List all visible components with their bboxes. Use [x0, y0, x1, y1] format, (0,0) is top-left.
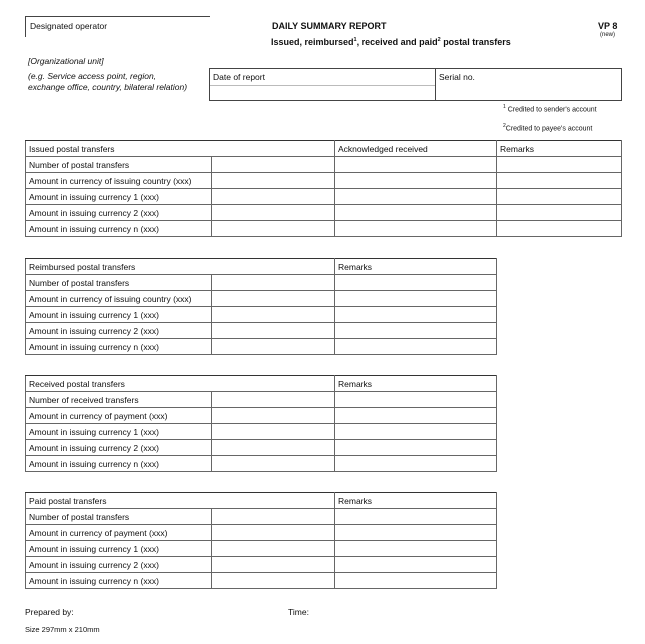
designated-operator-box [25, 16, 210, 37]
table-row [26, 157, 622, 173]
table-row [26, 573, 497, 589]
serial-number-label: Serial no. [439, 72, 475, 82]
time-label: Time: [288, 607, 309, 617]
ack-cell[interactable] [335, 173, 497, 189]
table-row [26, 291, 497, 307]
remarks-cell[interactable] [335, 557, 497, 573]
value-cell[interactable] [212, 392, 335, 408]
remarks-cell[interactable] [497, 205, 622, 221]
table-row [26, 456, 497, 472]
row-label: Amount in currency of payment (xxx) [26, 408, 212, 424]
value-cell[interactable] [212, 408, 335, 424]
row-label: Amount in issuing currency 2 (xxx) [26, 205, 212, 221]
table-row [26, 408, 497, 424]
table-row [26, 509, 497, 525]
designated-operator-label: Designated operator [30, 21, 108, 31]
row-label: Amount in currency of payment (xxx) [26, 525, 212, 541]
paid-title: Paid postal transfers [26, 493, 335, 509]
remarks-header: Remarks [335, 376, 497, 392]
received-transfers-table [25, 375, 497, 472]
ack-cell[interactable] [335, 189, 497, 205]
row-label: Amount in currency of issuing country (xxx) [26, 173, 212, 189]
table-header-row [26, 141, 622, 157]
table-row [26, 189, 622, 205]
value-cell[interactable] [212, 189, 335, 205]
form-status: (new) [600, 32, 616, 38]
row-label: Amount in issuing currency 2 (xxx) [26, 323, 212, 339]
remarks-cell[interactable] [335, 291, 497, 307]
prepared-by-label: Prepared by: [25, 607, 74, 617]
value-cell[interactable] [212, 557, 335, 573]
remarks-cell[interactable] [335, 440, 497, 456]
remarks-cell[interactable] [335, 323, 497, 339]
remarks-cell[interactable] [335, 573, 497, 589]
paid-transfers-table [25, 492, 497, 589]
remarks-cell[interactable] [335, 424, 497, 440]
organizational-unit-example: (e.g. Service access point, region, exchange office, country, bilateral relation) [28, 71, 188, 92]
value-cell[interactable] [212, 509, 335, 525]
row-label: Amount in issuing currency 2 (xxx) [26, 557, 212, 573]
report-subtitle: Issued, reimbursed$^1$, received and paid$^2$ postal transfers [271, 37, 511, 47]
row-label: Number of postal transfers [26, 275, 212, 291]
remarks-header: Remarks [335, 493, 497, 509]
row-label: Amount in issuing currency n (xxx) [26, 339, 212, 355]
footnote-1: $^1$ Credited to sender's account [503, 104, 597, 114]
row-label: Amount in issuing currency 1 (xxx) [26, 541, 212, 557]
value-cell[interactable] [212, 541, 335, 557]
value-cell[interactable] [212, 440, 335, 456]
table-row [26, 205, 622, 221]
reimbursed-title: Reimbursed postal transfers [26, 259, 335, 275]
remarks-cell[interactable] [335, 392, 497, 408]
reimbursed-transfers-table [25, 258, 497, 355]
table-row [26, 424, 497, 440]
value-cell[interactable] [212, 525, 335, 541]
ack-cell[interactable] [335, 205, 497, 221]
date-of-report-label: Date of report [213, 72, 265, 82]
remarks-cell[interactable] [335, 456, 497, 472]
row-label: Amount in issuing currency n (xxx) [26, 573, 212, 589]
ack-cell[interactable] [335, 221, 497, 237]
remarks-cell[interactable] [497, 189, 622, 205]
table-row [26, 323, 497, 339]
table-header-row [26, 493, 497, 509]
table-header-row [26, 259, 497, 275]
row-label: Amount in issuing currency 2 (xxx) [26, 440, 212, 456]
row-label: Amount in issuing currency n (xxx) [26, 456, 212, 472]
value-cell[interactable] [212, 291, 335, 307]
remarks-cell[interactable] [335, 275, 497, 291]
table-row [26, 339, 497, 355]
organizational-unit-label: [Organizational unit] [28, 56, 104, 66]
issued-transfers-table [25, 140, 622, 237]
table-row [26, 440, 497, 456]
serial-number-field[interactable] [435, 68, 622, 101]
ack-cell[interactable] [335, 157, 497, 173]
remarks-cell[interactable] [335, 509, 497, 525]
row-label: Amount in issuing currency 1 (xxx) [26, 189, 212, 205]
table-header-row [26, 376, 497, 392]
issued-title: Issued postal transfers [26, 141, 335, 157]
row-label: Amount in issuing currency 1 (xxx) [26, 424, 212, 440]
value-cell[interactable] [212, 307, 335, 323]
table-row [26, 173, 622, 189]
row-label: Number of postal transfers [26, 157, 212, 173]
table-row [26, 557, 497, 573]
remarks-cell[interactable] [335, 307, 497, 323]
page-size-note: Size 297mm x 210mm [25, 625, 100, 634]
value-cell[interactable] [212, 424, 335, 440]
value-cell[interactable] [212, 456, 335, 472]
table-row [26, 307, 497, 323]
table-row [26, 392, 497, 408]
received-title: Received postal transfers [26, 376, 335, 392]
value-cell[interactable] [212, 573, 335, 589]
row-label: Number of postal transfers [26, 509, 212, 525]
value-cell[interactable] [212, 173, 335, 189]
acknowledged-received-header: Acknowledged received [335, 141, 497, 157]
value-cell[interactable] [212, 275, 335, 291]
value-cell[interactable] [212, 205, 335, 221]
table-row [26, 275, 497, 291]
remarks-cell[interactable] [335, 525, 497, 541]
date-of-report-field[interactable] [209, 68, 435, 101]
remarks-cell[interactable] [497, 221, 622, 237]
remarks-cell[interactable] [497, 157, 622, 173]
form-number: VP 8 [598, 21, 618, 31]
row-label: Amount in issuing currency n (xxx) [26, 221, 212, 237]
value-cell[interactable] [212, 221, 335, 237]
report-title: DAILY SUMMARY REPORT [272, 21, 387, 31]
footnote-2: $^2$Credited to payee's account [503, 123, 593, 133]
row-label: Amount in currency of issuing country (xxx) [26, 291, 212, 307]
remarks-header: Remarks [335, 259, 497, 275]
value-cell[interactable] [212, 339, 335, 355]
table-row [26, 221, 622, 237]
row-label: Amount in issuing currency 1 (xxx) [26, 307, 212, 323]
remarks-cell[interactable] [335, 339, 497, 355]
value-cell[interactable] [212, 157, 335, 173]
remarks-header: Remarks [497, 141, 622, 157]
value-cell[interactable] [212, 323, 335, 339]
table-row [26, 541, 497, 557]
remarks-cell[interactable] [497, 173, 622, 189]
remarks-cell[interactable] [335, 408, 497, 424]
remarks-cell[interactable] [335, 541, 497, 557]
row-label: Number of received transfers [26, 392, 212, 408]
table-row [26, 525, 497, 541]
